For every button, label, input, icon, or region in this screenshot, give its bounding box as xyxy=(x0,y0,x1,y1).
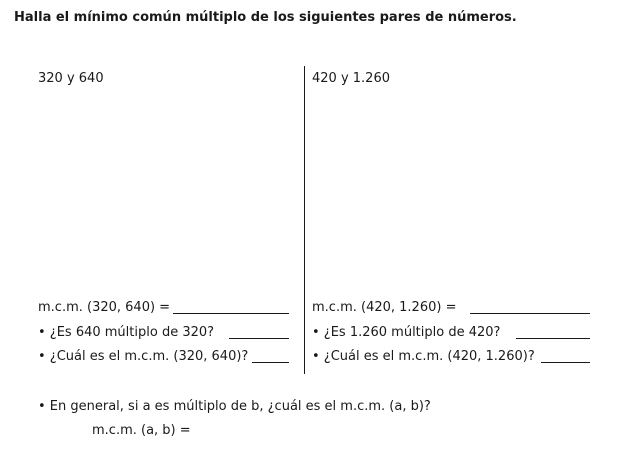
general-answer-prompt: m.c.m. (a, b) = xyxy=(92,423,191,438)
left-lcm-answer-blank[interactable] xyxy=(173,313,289,314)
right-lcm-answer-blank[interactable] xyxy=(470,313,590,314)
left-pair-label: 320 y 640 xyxy=(38,71,104,86)
right-multiple-answer-blank[interactable] xyxy=(516,338,590,339)
exercise-title: Halla el mínimo común múltiplo de los siguientes pares de números. xyxy=(14,10,517,25)
general-question: • En general, si a es múltiplo de b, ¿cuál es el m.c.m. (a, b)? xyxy=(38,399,431,414)
column-divider xyxy=(304,66,305,374)
right-pair-label: 420 y 1.260 xyxy=(312,71,390,86)
left-lcm-prompt: m.c.m. (320, 640) = xyxy=(38,300,171,315)
left-multiple-answer-blank[interactable] xyxy=(229,338,289,339)
left-lcm-question-answer-blank[interactable] xyxy=(252,362,289,363)
right-lcm-question-answer-blank[interactable] xyxy=(541,362,590,363)
left-multiple-question: • ¿Es 640 múltiplo de 320? xyxy=(38,325,215,340)
right-lcm-prompt: m.c.m. (420, 1.260) = xyxy=(312,300,457,315)
right-multiple-question: • ¿Es 1.260 múltiplo de 420? xyxy=(312,325,501,340)
left-lcm-question: • ¿Cuál es el m.c.m. (320, 640)? xyxy=(38,349,249,364)
right-lcm-question: • ¿Cuál es el m.c.m. (420, 1.260)? xyxy=(312,349,535,364)
